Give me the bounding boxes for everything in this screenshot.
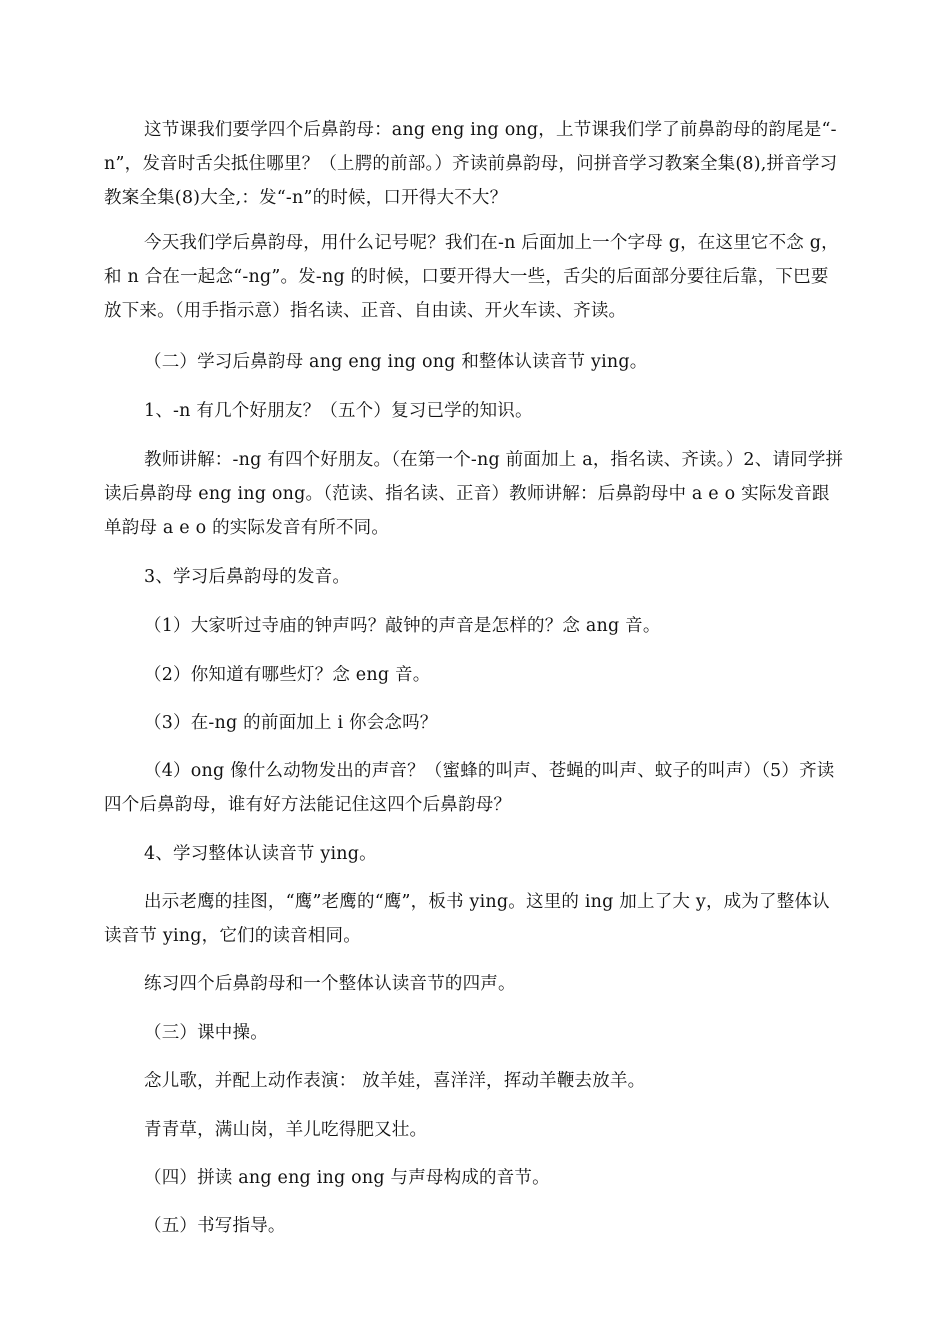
section-heading-5: （五）书写指导。 [144,1216,286,1236]
paragraph-eagle: 出示老鹰的挂图，“鹰”老鹰的“鹰”，板书 ying。这里的 ing 加上了大 y，成为了整体认读音节 ying，它们的读音相同。 [104,892,830,946]
section-heading-3: （三）课中操。 [144,1023,268,1043]
list-item-2: （2）你知道有哪些灯？念 eng 音。 [144,665,431,685]
paragraph-intro: 这节课我们要学四个后鼻韵母：ang eng ing ong，上节课我们学了前鼻韵母的韵尾是“-n”，发音时舌尖抵住哪里？（上腭的前部。）齐读前鼻韵母，问拼音学习教案全集(8),拼音学习教案全集(8)大全,：发“-n”的时候，口开得大不大？ [104,120,838,208]
paragraph-practice: 练习四个后鼻韵母和一个整体认读音节的四声。 [144,974,516,994]
section-heading-4: （四）拼读 ang eng ing ong 与声母构成的音节。 [144,1168,550,1188]
paragraph-step-4: 4、学习整体认读音节 ying。 [144,844,377,864]
list-item-3: （3）在-ng 的前面加上 i 你会念吗？ [144,713,438,733]
paragraph-step-1: 1、-n 有几个好朋友？（五个）复习已学的知识。 [144,401,533,421]
section-heading-2: （二）学习后鼻韵母 ang eng ing ong 和整体认读音节 ying。 [144,352,648,372]
list-item-1: （1）大家听过寺庙的钟声吗？敲钟的声音是怎样的？念 ang 音。 [144,616,661,636]
paragraph-rhyme-2: 青青草，满山岗，羊儿吃得肥又壮。 [144,1120,428,1140]
paragraph-rhyme-1: 念儿歌，并配上动作表演： 放羊娃，喜洋洋，挥动羊鞭去放羊。 [144,1071,646,1091]
list-item-4: （4）ong 像什么动物发出的声音？（蜜蜂的叫声、苍蝇的叫声、蚊子的叫声）（5）齐读四个后鼻韵母，谁有好方法能记住这四个后鼻韵母？ [104,761,835,815]
paragraph-step-3: 3、学习后鼻韵母的发音。 [144,567,351,587]
paragraph-teacher-explain: 教师讲解：-ng 有四个好朋友。（在第一个-ng 前面加上 a，指名读、齐读。）2、请同学拼读后鼻韵母 eng ing ong。（范读、指名读、正音）教师讲解：后鼻韵母中 a e o 实际发音跟单韵母 a e o 的实际发音有所不同。 [104,450,844,538]
paragraph-ng-explanation: 今天我们学后鼻韵母，用什么记号呢？我们在-n 后面加上一个字母 g，在这里它不念 g，和 n 合在一起念“-ng”。发-ng 的时候，口要开得大一些，舌尖的后面部分要往后靠，下巴要放下来。（用手指示意）指名读、正音、自由读、开火车读、齐读。 [104,233,839,321]
